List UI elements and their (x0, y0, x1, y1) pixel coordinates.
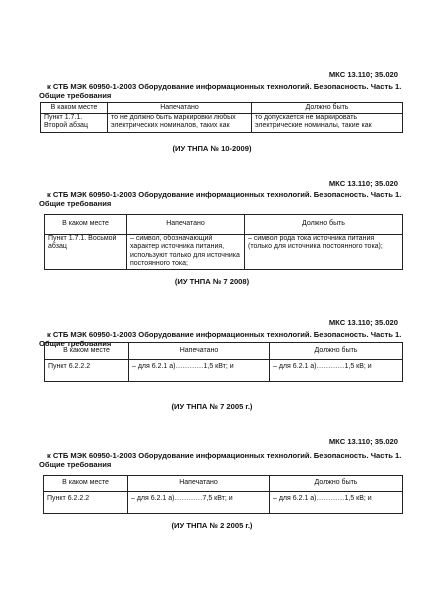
cell-printed: – символ, обозначающий характер источника питания, используют только для источника постоянного тока; (127, 235, 245, 270)
header-should-be: Должно быть (245, 215, 403, 235)
header-printed: Напечатано (108, 103, 252, 114)
header-location: В каком месте (45, 215, 127, 235)
amendment-title-1: к СТБ МЭК 60950-1-2003 Оборудование информационных технологий. Безопасность. Часть 1. Общие требования (39, 82, 402, 100)
cell-should-be: – для 6.2.1 а)…………1,5 кВ; и (270, 492, 403, 514)
cell-should-be: то допускается не маркировать электрические номиналы, такие как (252, 114, 403, 133)
amendment-title-3: к СТБ МЭК 60950-1-2003 Оборудование информационных технологий. Безопасность. Часть 1. Общие требования (39, 330, 402, 348)
cell-printed: то не должно быть маркировки любых электрических номиналов, таких как (108, 114, 252, 133)
header-printed: Напечатано (128, 476, 270, 492)
cell-printed: – для 6.2.1 а)…………7,5 кВт; и (128, 492, 270, 514)
header-location: В каком месте (45, 343, 129, 360)
mks-code-1: МКС 13.110; 35.020 (328, 70, 398, 79)
amendment-reference-1: (ИУ ТНПА № 10-2009) (172, 144, 252, 153)
amendment-reference-4: (ИУ ТНПА № 2 2005 г.) (171, 521, 253, 530)
mks-code-2: МКС 13.110; 35.020 (328, 179, 398, 188)
amendment-title-2: к СТБ МЭК 60950-1-2003 Оборудование информационных технологий. Безопасность. Часть 1. Общие требования (39, 190, 402, 208)
amendment-reference-3: (ИУ ТНПА № 7 2005 г.) (171, 402, 253, 411)
header-should-be: Должно быть (270, 343, 403, 360)
cell-should-be: – символ рода тока источника питания (только для источника постоянного тока); (245, 235, 403, 270)
cell-location: Пункт 1.7.1. Второй абзац (41, 114, 108, 133)
table-row (45, 235, 403, 270)
table-row (45, 360, 403, 382)
table-row (41, 114, 403, 133)
mks-code-4: МКС 13.110; 35.020 (328, 437, 398, 446)
table-header-row (41, 103, 403, 114)
mks-code-3: МКС 13.110; 35.020 (328, 318, 398, 327)
table-header-row (44, 476, 403, 492)
header-printed: Напечатано (127, 215, 245, 235)
cell-should-be: – для 6.2.1 а)…………1,5 кВ; и (270, 360, 403, 382)
cell-location: Пункт 1.7.1. Восьмой абзац (45, 235, 127, 270)
amendment-reference-2: (ИУ ТНПА № 7 2008) (174, 277, 250, 286)
amendment-title-4: к СТБ МЭК 60950-1-2003 Оборудование информационных технологий. Безопасность. Часть 1. Общие требования (39, 451, 402, 469)
header-should-be: Должно быть (270, 476, 403, 492)
cell-location: Пункт 6.2.2.2 (45, 360, 129, 382)
correction-table-2 (44, 214, 403, 270)
header-location: В каком месте (44, 476, 128, 492)
header-should-be: Должно быть (252, 103, 403, 114)
header-location: В каком месте (41, 103, 108, 114)
header-printed: Напечатано (129, 343, 270, 360)
table-row (44, 492, 403, 514)
correction-table-3 (44, 342, 403, 382)
correction-table-4 (43, 475, 403, 514)
cell-location: Пункт 6.2.2.2 (44, 492, 128, 514)
table-header-row (45, 343, 403, 360)
correction-table-1 (40, 102, 403, 133)
cell-printed: – для 6.2.1 а)…………1,5 кВт; и (129, 360, 270, 382)
table-header-row (45, 215, 403, 235)
